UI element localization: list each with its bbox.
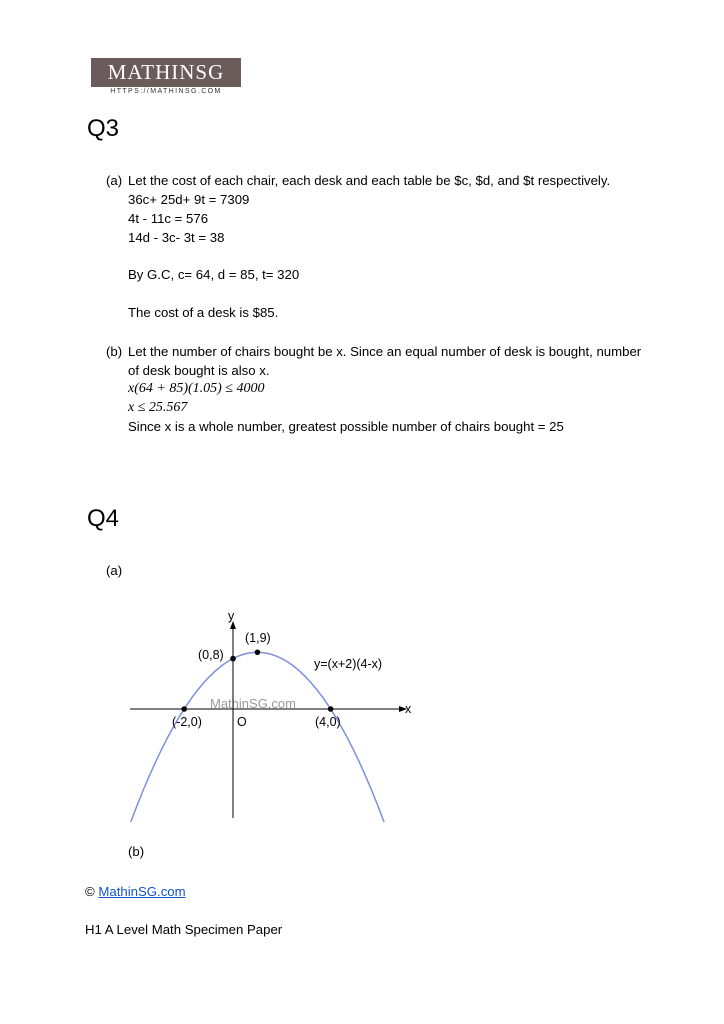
q3b-conclusion: Since x is a whole number, greatest possible number of chairs bought = 25 xyxy=(128,419,564,434)
q3-heading: Q3 xyxy=(87,115,120,142)
point-label-1-9: (1,9) xyxy=(245,631,271,645)
point-minus2-0 xyxy=(181,706,187,712)
q3a-equation-3: 14d - 3c- 3t = 38 xyxy=(128,230,225,245)
q3b-marker: (b) xyxy=(106,344,123,359)
q3a-gc-result: By G.C, c= 64, d = 85, t= 320 xyxy=(128,267,300,282)
q4a-marker: (a) xyxy=(106,563,123,578)
logo-url: HTTPS://MATHINSG.COM xyxy=(110,88,222,95)
copyright-symbol: © xyxy=(85,884,95,899)
origin-label: O xyxy=(237,715,247,729)
point-label-4-0: (4,0) xyxy=(315,715,341,729)
q3a-answer: The cost of a desk is $85. xyxy=(128,305,279,320)
q3a-equation-2: 4t - 11c = 576 xyxy=(128,211,209,226)
q3b-line-2: of desk bought is also x. xyxy=(128,363,270,378)
mathinsg-logo: MATHINSG xyxy=(91,58,241,87)
graph-watermark: MathinSG.com xyxy=(210,696,296,711)
point-1-9 xyxy=(255,650,261,656)
point-label-minus2-0: (-2,0) xyxy=(172,715,202,729)
q3b-line-1: Let the number of chairs bought be x. Since an equal number of desk is bought, number xyxy=(128,344,642,359)
q4-parabola-graph xyxy=(120,600,420,822)
footer-copyright xyxy=(85,883,186,901)
x-axis-label: x xyxy=(405,702,412,716)
curve-equation-label: y=(x+2)(4-x) xyxy=(314,657,383,671)
paper-title: H1 A Level Math Specimen Paper xyxy=(85,922,283,937)
point-label-0-8: (0,8) xyxy=(198,648,224,662)
mathinsg-link[interactable]: MathinSG.com xyxy=(98,884,186,899)
point-0-8 xyxy=(230,656,236,662)
q3b-inequality-1: x(64 + 85)(1.05) ≤ 4000 xyxy=(128,381,265,396)
q4b-marker: (b) xyxy=(128,844,145,859)
q3a-intro: Let the cost of each chair, each desk and each table be $c, $d, and $t respectively. xyxy=(128,173,611,188)
q3b-inequality-2: x ≤ 25.567 xyxy=(128,400,188,415)
point-4-0 xyxy=(328,706,334,712)
q3a-equation-1: 36c+ 25d+ 9t = 7309 xyxy=(128,192,250,207)
q4-heading: Q4 xyxy=(87,505,120,532)
parabola-curve xyxy=(128,652,385,822)
q3a-marker: (a) xyxy=(106,173,123,188)
y-axis-label: y xyxy=(228,609,235,623)
